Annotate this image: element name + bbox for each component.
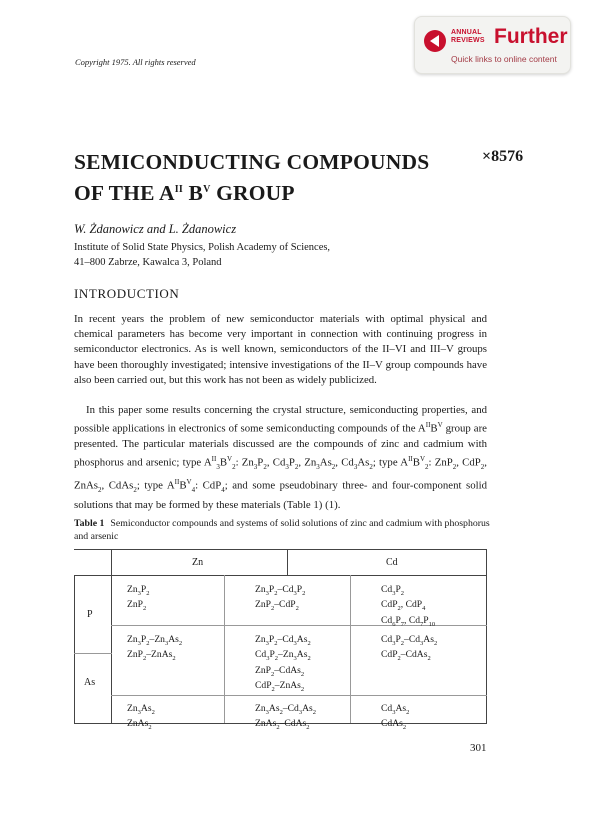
table-col-header-cd: Cd (386, 557, 398, 568)
section-heading: INTRODUCTION (74, 286, 180, 301)
table-cell (127, 584, 150, 615)
table-cell-formula: $Cd_3P_2-Zn_3As_2$ (255, 649, 311, 663)
table-cell-formula: CdAs$_2$ (381, 718, 407, 732)
paragraph-1: In recent years the problem of new semiconductor materials with optimal physical and chemical parameters has become very important in connection with continuing progress in semiconductor electronics. As is well known, semiconductors of the II–VI and III–V groups have been thoroughly investigated; intensive investigations of the II–V group compounds have also been carried out, but this work has not been as widely publicized. (74, 313, 487, 386)
title-line-2: OF THE $A^{II}$ $B^V$ GROUP (74, 181, 295, 206)
table-cell-formula: ZnP$_2$ (127, 599, 147, 613)
table-rule-col2 (224, 575, 225, 723)
article-title (74, 148, 429, 207)
table-cell-formula: $Cd_3P_2$ (381, 584, 405, 597)
table-cell-formula: $Zn_3P_2-Zn_3As_2$ (127, 634, 183, 647)
table-cell-formula: $Cd_3P_2-Cd_3As_2$ (381, 634, 438, 647)
table-cell-formula: CdP$_2$–CdAs$_2$ (381, 649, 431, 663)
table-cell (381, 703, 409, 734)
title-line-1: SEMICONDUCTING COMPOUNDS (74, 150, 430, 174)
table-cell-formula: $Cd_6P_7$, $Cd_7P_{10}$ (381, 614, 436, 628)
table-cell (255, 634, 311, 696)
table-rule-top (74, 549, 487, 550)
accession-number: ×8576 (482, 148, 524, 165)
table-rule-rowlabel-sep (74, 653, 112, 654)
table-rule-right (486, 549, 487, 723)
table-cell (127, 703, 155, 734)
table-cell-formula: CdP$_2$, CdP$_4$ (381, 599, 426, 613)
table-cell (255, 584, 305, 615)
table-cell-formula: $Zn_3As_2-Cd_3As_2$ (255, 703, 317, 716)
table-caption: Table 1 Semiconductor compounds and systems of solid solutions of zinc and cadmium with phosphorus and arsenic (74, 518, 490, 542)
table-cell-formula: ZnP$_2$–ZnAs$_2$ (127, 649, 176, 663)
table-cell-formula: $Zn_3P_2-Cd_3As_2$ (255, 634, 311, 647)
table-cell-formula: ZnP$_2$–CdP$_2$ (255, 599, 299, 613)
table-cell (381, 634, 437, 665)
table-cell (255, 703, 316, 734)
table-cell-formula: ZnP$_2$–CdAs$_2$ (255, 664, 305, 678)
table-cell-formula: $Cd_3As_2$ (381, 703, 410, 716)
table-cell-formula: $Zn_3P_2-Cd_3P_2$ (255, 584, 306, 597)
table-row-label-p: P (87, 609, 93, 620)
table-cell-formula: $Zn_3As_2$ (127, 703, 155, 716)
table-cell-formula: ZnAs$_2$–CdAs$_2$ (255, 718, 310, 732)
table-cell-formula: $Zn_3P_2$ (127, 584, 150, 597)
table-cell-formula: ZnAs$_2$ (127, 718, 152, 732)
table-rule-stub (111, 549, 112, 723)
paragraph-2: In this paper some results concerning the crystal structure, semiconducting properties, and possible applications in electronics of some semiconducting compounds of the $A^{II}B^V$ group are presented. The particular materials discussed are the compounds of zinc and cadmium with phosphorus and arsenic; type $A^{II}_3B^V_2$: $Zn_3P_2$, $Cd_3P_2$, $Zn_3As_2$, $Cd_3As_2$; type $A^{II}B^V_2$: ZnP$_2$, CdP$_2$, ZnAs$_2$, CdAs$_2$; type $A^{II}B^V_4$: CdP$_4$; and some pseudobinary three- and four-component solid solutions that may be formed by these materials (Table 1) (1). (74, 404, 487, 512)
table-rule-left (74, 575, 75, 723)
affiliation: Institute of Solid State Physics, Polish Academy of Sciences, 41–800 Zabrze, Kawalca 3, Poland (74, 242, 331, 268)
table-rule-col-divider (287, 549, 288, 575)
annual-reviews-further-badge[interactable] (414, 16, 571, 74)
table-col-header-zn: Zn (192, 557, 204, 568)
table-cell (381, 584, 435, 630)
authors: W. Żdanowicz and L. Żdanowicz (74, 222, 237, 236)
copyright-notice: Copyright 1975. All rights reserved (75, 57, 196, 67)
badge-further-label: Further (494, 25, 568, 48)
table-cell (127, 634, 182, 665)
table-rule-header (74, 575, 487, 576)
page-number: 301 (470, 742, 487, 754)
table-rule-col3 (350, 575, 351, 723)
table-cell-formula: CdP$_2$–ZnAs$_2$ (255, 680, 305, 694)
badge-tagline: Quick links to online content (451, 54, 557, 64)
badge-brand-text: ANNUAL REVIEWS (451, 29, 485, 44)
annual-reviews-logo-icon (424, 30, 446, 52)
table-row-label-as: As (84, 677, 96, 688)
